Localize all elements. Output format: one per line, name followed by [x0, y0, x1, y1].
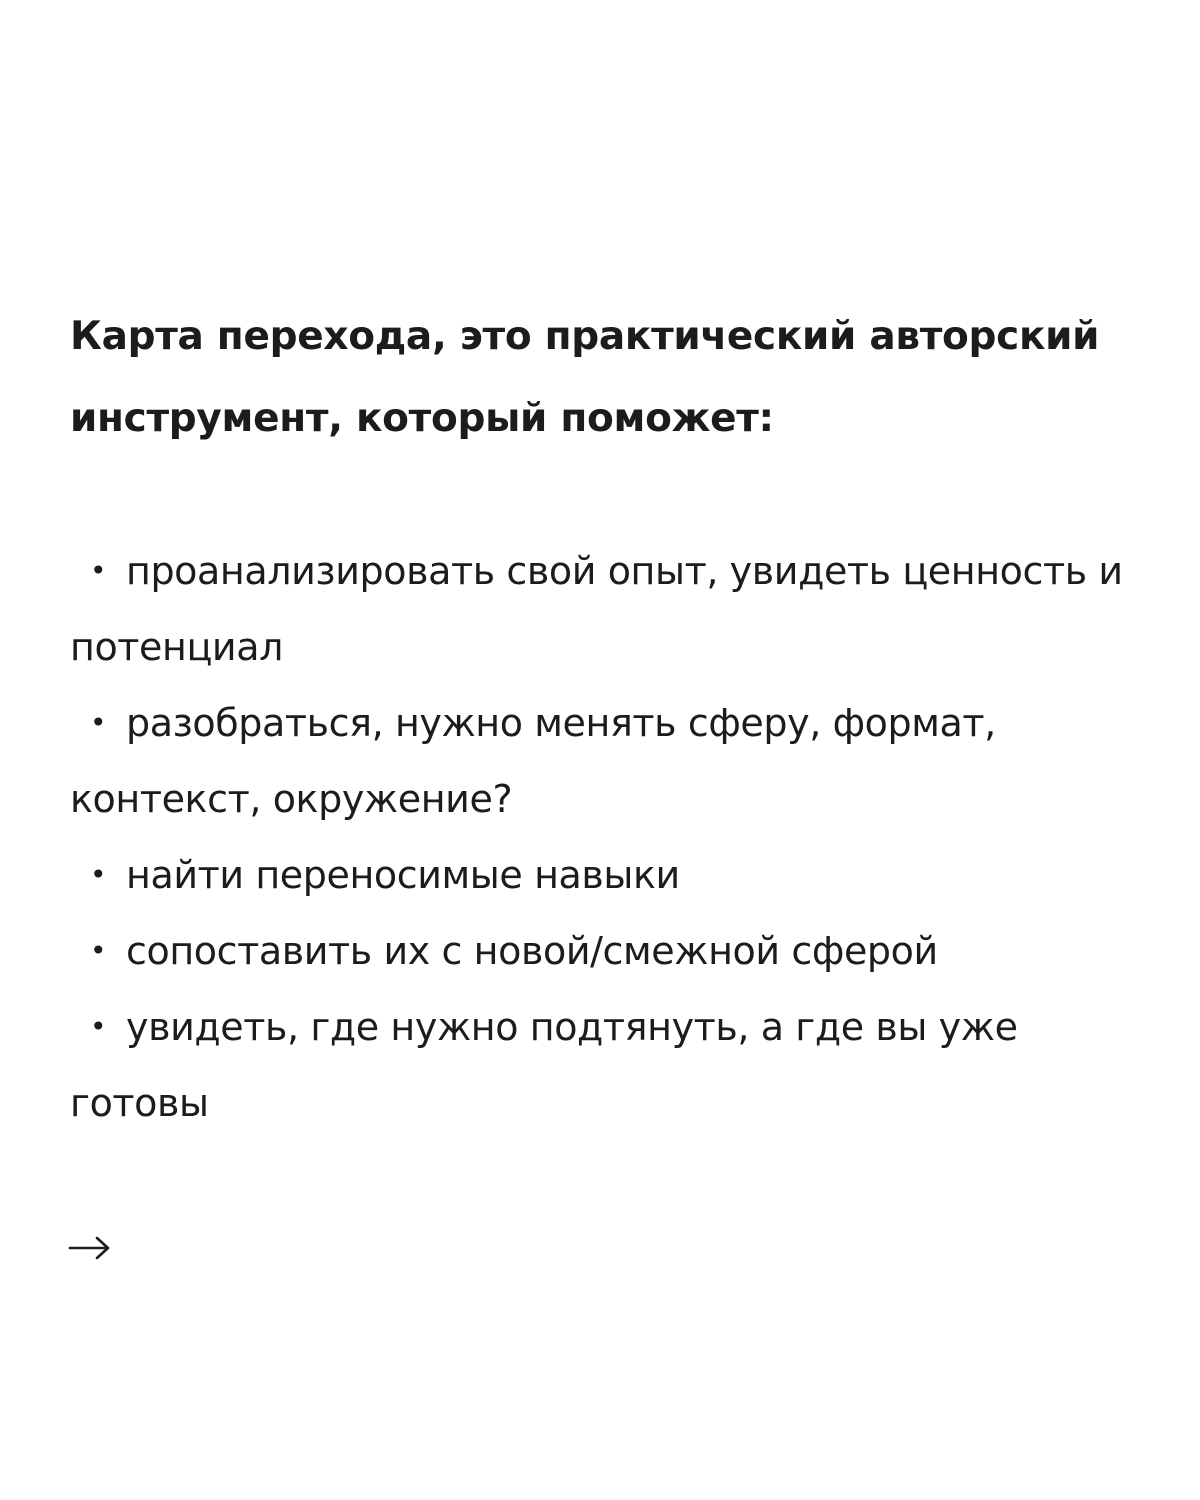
list-item	[70, 989, 1150, 1141]
arrow-right-icon-glyph	[68, 1232, 112, 1264]
bullet-icon: •	[89, 934, 107, 967]
list-item-text: разобраться, нужно менять сферу, формат, контекст, окружение?	[70, 701, 996, 821]
list-item	[70, 837, 1150, 913]
list-item	[70, 913, 1150, 989]
list-item-text: найти переносимые навыки	[126, 853, 680, 897]
list-item-text: проанализировать свой опыт, увидеть ценность и потенциал	[70, 549, 1123, 669]
list-item-text: увидеть, где нужно подтянуть, а где вы уже готовы	[70, 1005, 1018, 1125]
bullet-icon: •	[89, 706, 107, 739]
list-item	[70, 685, 1150, 837]
arrow-right-icon[interactable]	[68, 1218, 112, 1278]
bullet-icon: •	[89, 1010, 107, 1043]
bullet-icon: •	[89, 554, 107, 587]
list-item	[70, 533, 1150, 685]
bullet-icon: •	[89, 858, 107, 891]
benefits-list	[70, 533, 1150, 1141]
list-item-text: сопоставить их с новой/смежной сферой	[126, 929, 938, 973]
slide-heading: Карта перехода, это практический авторский инструмент, который поможет:	[70, 314, 1100, 441]
